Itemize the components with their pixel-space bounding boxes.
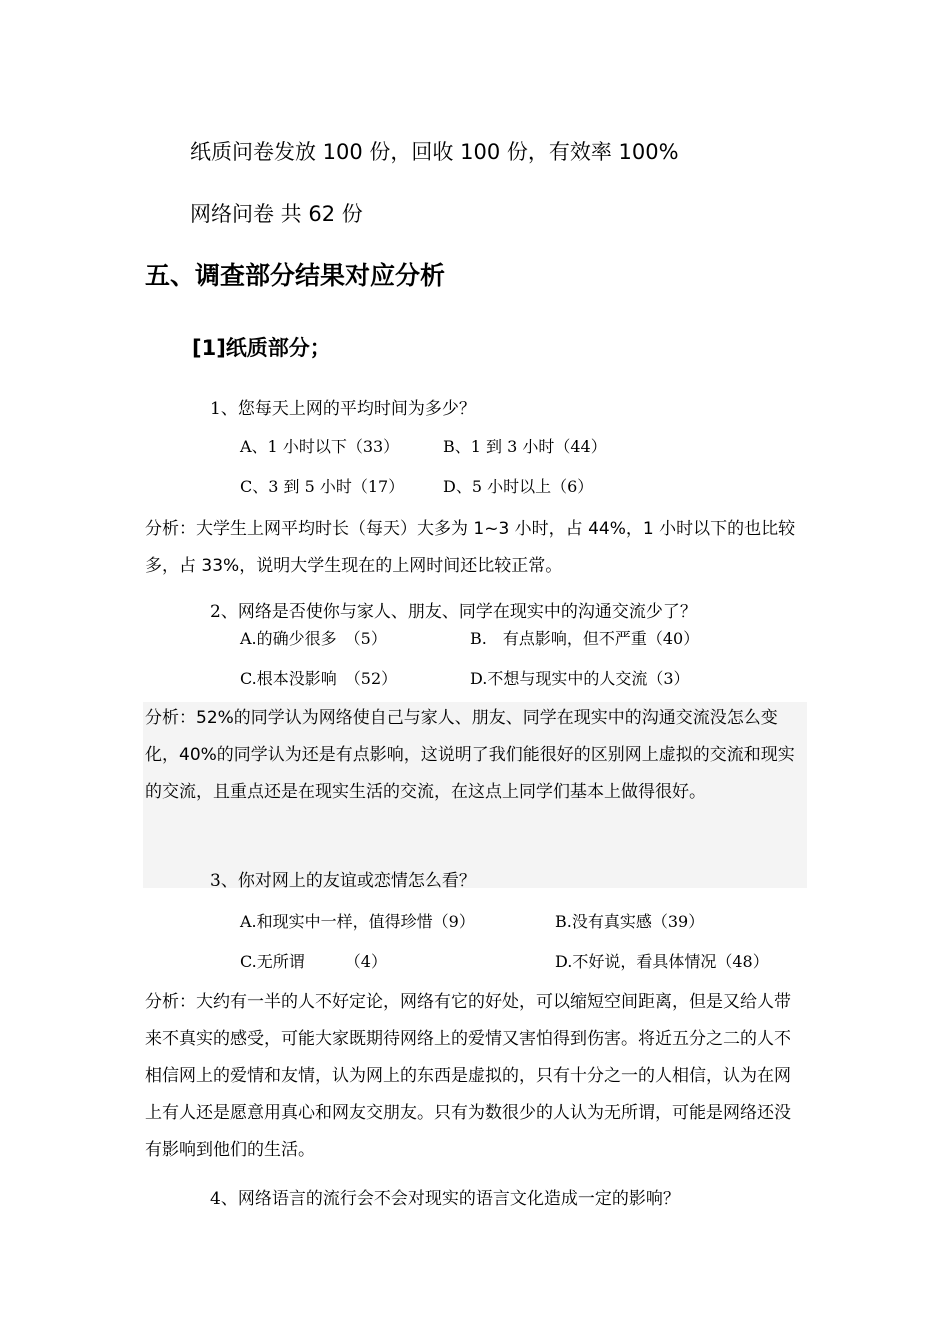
q1-option-a: A、1 小时以下（33） <box>240 437 400 456</box>
q2-option-b: B. 有点影响，但不严重（40） <box>470 629 700 648</box>
q1-analysis: 分析：大学生上网平均时长（每天）大多为 1~3 小时，占 44%，1 小时以下的也比较多，占 33%，说明大学生现在的上网时间还比较正常。 <box>145 519 796 576</box>
q3-analysis: 分析：大约有一半的人不好定论，网络有它的好处，可以缩短空间距离，但是又给人带来不真实的感受，可能大家既期待网络上的爱情又害怕得到伤害。将近五分之二的人不相信网上的爱情和友情，认为网上的东西是虚拟的，只有十分之一的人相信，认为在网上有人还是愿意用真心和网友交朋友。只有为数很少的人认为无所谓，可能是网络还没有影响到他们的生活。 <box>145 992 791 1160</box>
paper-survey-line: 纸质问卷发放 100 份，回收 100 份，有效率 100% <box>190 140 679 164</box>
q3-option-c: C.无所谓 （4） <box>240 952 387 971</box>
question-2: 2、网络是否使你与家人、朋友、同学在现实中的沟通交流少了？ <box>210 602 697 622</box>
question-3: 3、你对网上的友谊或恋情怎么看？ <box>210 871 476 891</box>
q1-option-c: C、3 到 5 小时（17） <box>240 477 405 496</box>
q3-option-d: D.不好说，看具体情况（48） <box>555 952 769 971</box>
q3-option-b: B.没有真实感（39） <box>555 912 705 931</box>
q2-option-d: D.不想与现实中的人交流（3） <box>470 669 690 688</box>
section-title: 五、调查部分结果对应分析 <box>145 261 446 290</box>
q2-analysis: 分析：52%的同学认为网络使自己与家人、朋友、同学在现实中的沟通交流没怎么变化，40%的同学认为还是有点影响，这说明了我们能很好的区别网上虚拟的交流和现实的交流，且重点还是在现实生活的交流，在这点上同学们基本上做得很好。 <box>145 708 795 802</box>
question-4: 4、网络语言的流行会不会对现实的语言文化造成一定的影响？ <box>210 1189 680 1209</box>
subsection-title: [1]纸质部分； <box>192 336 331 360</box>
q1-option-d: D、5 小时以上（6） <box>443 477 594 496</box>
online-survey-line: 网络问卷 共 62 份 <box>190 202 363 226</box>
question-1: 1、您每天上网的平均时间为多少？ <box>210 399 476 419</box>
q1-option-b: B、1 到 3 小时（44） <box>443 437 607 456</box>
q2-option-c: C.根本没影响 （52） <box>240 669 398 688</box>
q2-option-a: A.的确少很多 （5） <box>240 629 387 648</box>
q3-option-a: A.和现实中一样，值得珍惜（9） <box>240 912 475 931</box>
